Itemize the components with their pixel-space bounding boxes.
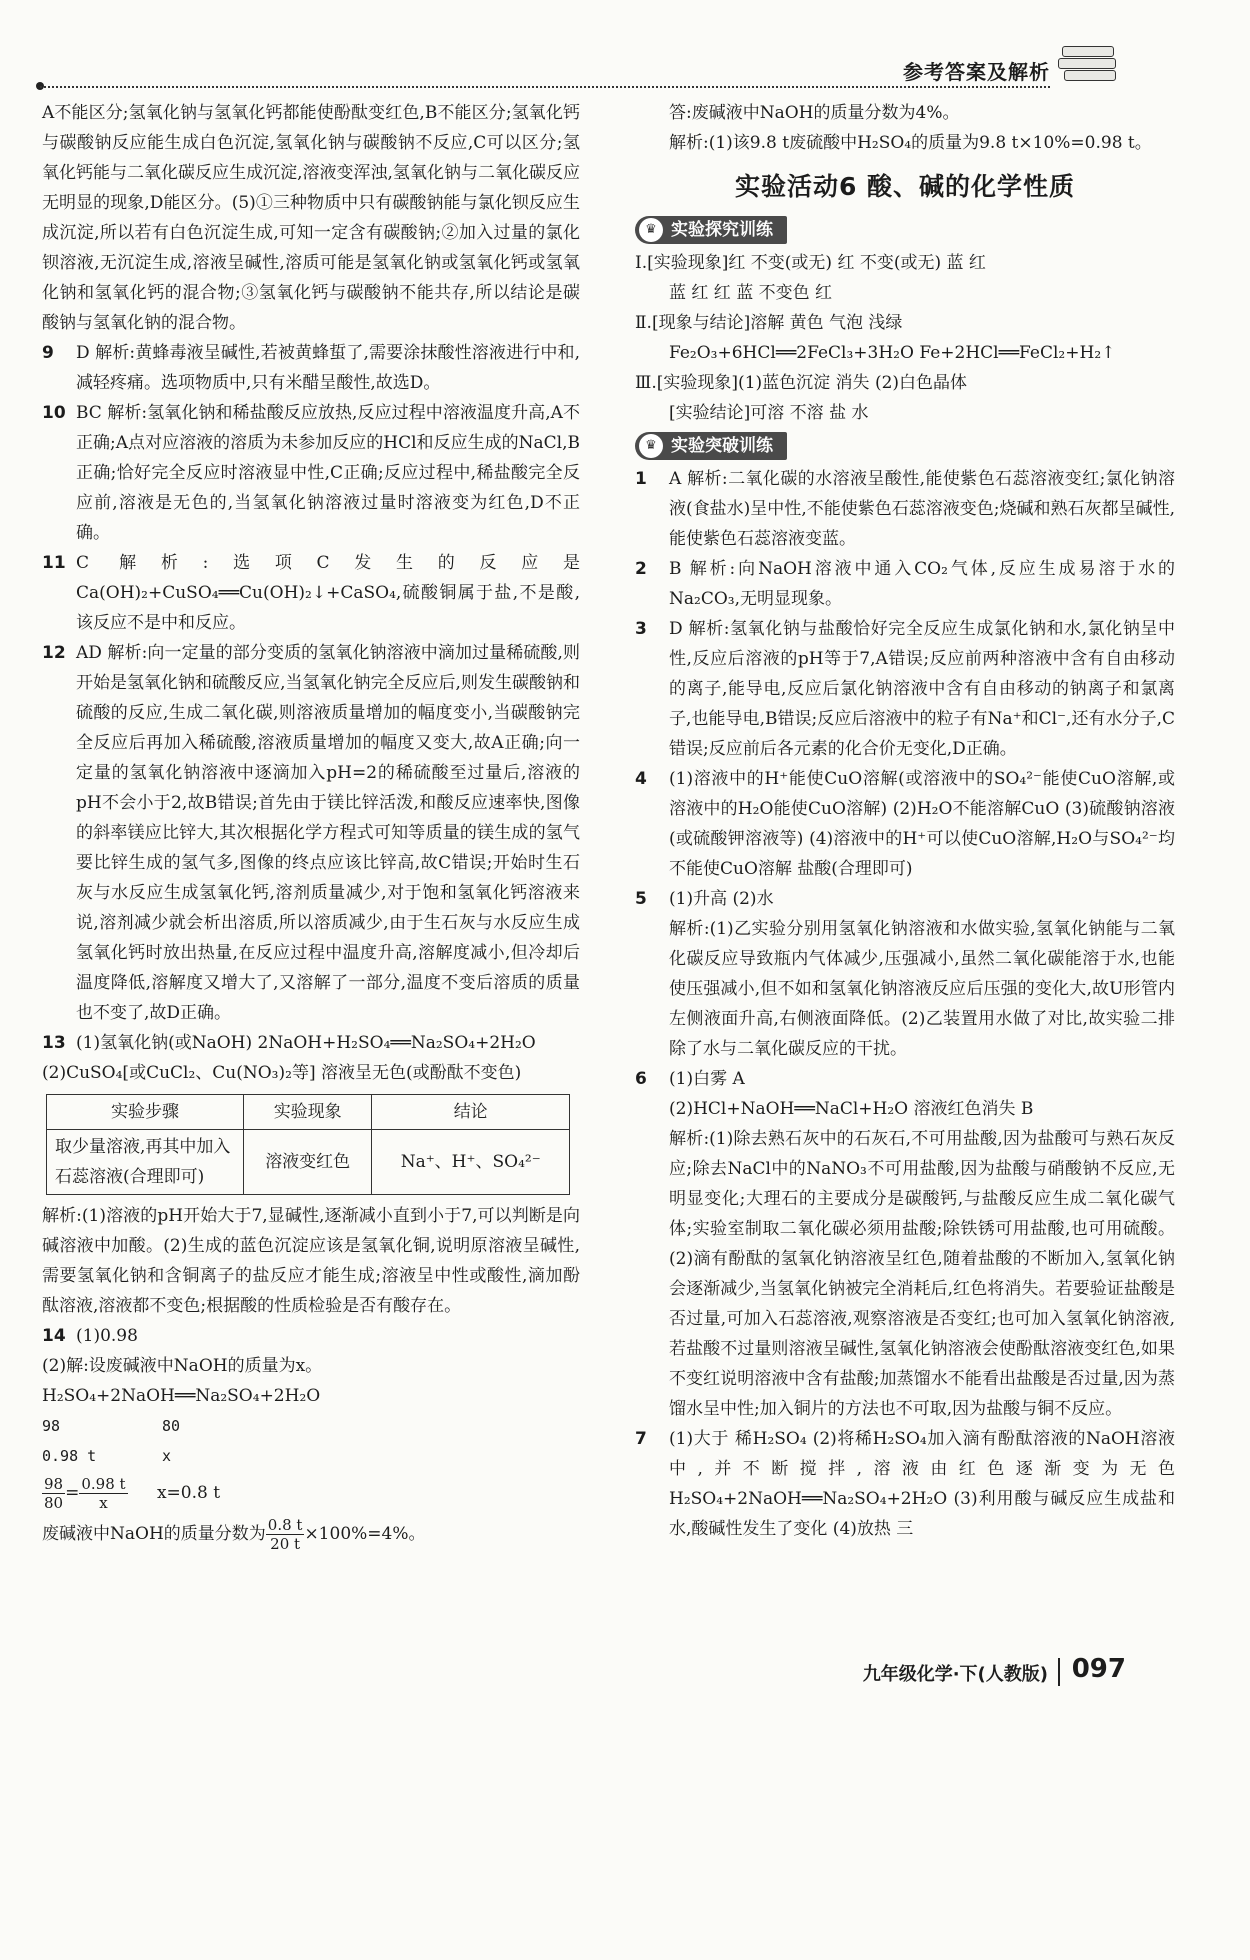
answer-9 xyxy=(42,338,580,398)
crown-icon: ♛ xyxy=(639,218,663,242)
fraction-numerator: 98 xyxy=(44,1475,64,1493)
answer-r3 xyxy=(635,614,1175,764)
part-iii: Ⅲ.[实验现象](1)蓝色沉淀 消失 (2)白色晶体 xyxy=(635,373,968,393)
percentage-text: 废碱液中NaOH的质量分数为 xyxy=(42,1524,266,1544)
page-footer xyxy=(636,1654,1136,1690)
answer-r4 xyxy=(635,764,1175,884)
answer-r7 xyxy=(635,1424,1175,1544)
part-iii-cont: [实验结论]可溶 不溶 盐 水 xyxy=(669,403,869,423)
answer-text: (1)氢氧化钠(或NaOH) 2NaOH+H₂SO₄══Na₂SO₄+2H₂O xyxy=(76,1033,536,1053)
table-header-cell: 实验现象 xyxy=(244,1095,372,1130)
crown-icon: ♛ xyxy=(639,434,663,458)
part-ii-equations: Fe₂O₃+6HCl══2FeCl₃+3H₂O Fe+2HCl══FeCl₂+H₂↑ xyxy=(669,343,1116,363)
header-title: 参考答案及解析 xyxy=(903,60,1050,84)
result: x=0.8 t xyxy=(156,1483,221,1503)
footer-label: 九年级化学·下(人教版) xyxy=(862,1664,1048,1685)
left-column xyxy=(42,98,580,1553)
part-i: Ⅰ.[实验现象]红 不变(或无) 红 不变(或无) 蓝 红 xyxy=(635,253,986,273)
answer-text: D 解析:黄蜂毒液呈碱性,若被黄蜂蜇了,需要涂抹酸性溶液进行中和,减轻疼痛。选项物质中,只有米醋呈酸性,故选D。 xyxy=(76,343,580,393)
answer-text: (1)0.98 xyxy=(76,1326,138,1346)
ratio-value: 98 xyxy=(42,1417,61,1435)
ratio-value: 80 xyxy=(162,1417,181,1435)
answer-text: AD 解析:向一定量的部分变质的氢氧化钠溶液中滴加过量稀硫酸,则开始是氢氧化钠和硫酸反应,当氢氧化钠完全反应后,则发生碳酸钠和硫酸的反应,生成二氧化碳,则溶液质量增加的幅度变小,当碳酸钠完全反应后再加入稀硫酸,溶液质量增加的幅度又变大,故A正确;向一定量的氢氧化钠溶液中逐滴加入pH=2的稀硫酸至过量后,溶液的pH不会小于2,故B错误;首先由于镁比锌活泼,和酸反应速率快,图像的斜率镁应比锌大,其次根据化学方程式可知等质量的镁生成的氢气要比锌生成的氢气多,图像的终点应该比锌高,故C错误;开始时生石灰与水反应生成氢氧化钙,溶剂质量减少,对于饱和氢氧化钙溶液来说,溶剂减少就会析出溶质,所以溶质减少,由于生石灰与水反应生成氢氧化钙时放出热量,在反应过程中温度升高,溶解度减小,但冷却后温度降低,溶解度又增大了,又溶解了一部分,温度不变后溶质的质量也不变了,故D正确。 xyxy=(76,643,580,1023)
table-header-cell: 实验步骤 xyxy=(47,1095,244,1130)
mass-value: 0.98 t xyxy=(42,1447,97,1465)
question-number: 2 xyxy=(635,559,647,579)
answer-text: BC 解析:氢氧化钠和稀盐酸反应放热,反应过程中溶液温度升高,A不正确;A点对应溶液的溶质为未参加反应的HCl和反应生成的NaCl,B正确;恰好完全反应时溶液显中性,C正确;反应过程中,稀盐酸完全反应前,溶液是无色的,当氢氧化钠溶液过量时溶液变为红色,D不正确。 xyxy=(76,403,580,543)
q8-continuation: A不能区分;氢氧化钠与氢氧化钙都能使酚酞变红色,B不能区分;氢氧化钙与碳酸钠反应能生成白色沉淀,氢氧化钠与碳酸钠不反应,C可以区分;氢氧化钙能与二氧化碳反应生成沉淀,溶液变浑浊,氢氧化钠与二氧化碳反应无明显的现象,D能区分。(5)①三种物质中只有碳酸钠能与氯化钡反应生成沉淀,所以若有白色沉淀生成,可知一定含有碳酸钠;②加入过量的氯化钡溶液,无沉淀生成,溶液呈碱性,溶质可能是氢氧化钠或氢氧化钙或氢氧化钠和氢氧化钙的混合物;③氢氧化钙与碳酸钠不能共存,所以结论是碳酸钠与氢氧化钠的混合物。 xyxy=(42,103,580,333)
badge-label: 实验探究训练 xyxy=(671,220,773,240)
percentage-row xyxy=(42,1516,580,1553)
answer-14-part1 xyxy=(42,1321,580,1351)
question-number: 5 xyxy=(635,889,647,909)
answer-r6-analysis: 解析:(1)除去熟石灰中的石灰石,不可用盐酸,因为盐酸可与熟石灰反应;除去NaCl中的NaNO₃不可用盐酸,因为盐酸与硝酸钠不反应,无明显变化;大理石的主要成分是碳酸钙,与盐酸反应生成二氧化碳气体;实验室制取二氧化碳必须用盐酸;除铁锈可用盐酸,也可用硫酸。(2)滴有酚酞的氢氧化钠溶液呈红色,随着盐酸的不断加入,氢氧化钠会逐渐减少,当氢氧化钠被完全消耗后,红色将消失。若要验证盐酸是否过量,可加入石蕊溶液,观察溶液是否变红;也可加入氢氧化钠溶液,若盐酸不过量则溶液呈碱性,氢氧化钠溶液会使酚酞溶液变红色,如果不变红说明溶液中含有盐酸;加蒸馏水不能看出盐酸是否过量,因为蒸馏水呈中性;加入铜片的方法也不可取,因为盐酸与铜不反应。 xyxy=(669,1129,1175,1419)
answer-text: (1)白雾 A xyxy=(669,1069,745,1089)
badge-label: 实验突破训练 xyxy=(671,436,773,456)
question-number: 10 xyxy=(42,403,66,423)
section-badge xyxy=(635,216,787,244)
footer-separator xyxy=(1058,1658,1060,1686)
fraction xyxy=(42,1475,65,1512)
answer-12 xyxy=(42,638,580,1028)
answer-r1 xyxy=(635,464,1175,554)
equation: H₂SO₄+2NaOH══Na₂SO₄+2H₂O xyxy=(42,1386,321,1406)
percentage-text: ×100%=4%。 xyxy=(304,1524,426,1544)
question-number: 9 xyxy=(42,343,54,363)
books-icon xyxy=(1056,42,1120,88)
mass-value-row xyxy=(42,1441,580,1471)
mass-value: x xyxy=(162,1447,172,1465)
question-number: 12 xyxy=(42,643,66,663)
question-number: 14 xyxy=(42,1326,66,1346)
answer-text: B 解析:向NaOH溶液中通入CO₂气体,反应生成易溶于水的Na₂CO₃,无明显现象。 xyxy=(669,559,1175,609)
fraction xyxy=(79,1475,127,1512)
answer-r5 xyxy=(635,884,1175,914)
answer-14-analysis: 解析:(1)该9.8 t废硫酸中H₂SO₄的质量为9.8 t×10%=0.98 t。 xyxy=(669,133,1152,153)
answer-14-conclusion: 答:废碱液中NaOH的质量分数为4%。 xyxy=(669,103,960,123)
answer-13-part2: (2)CuSO₄[或CuCl₂、Cu(NO₃)₂等] 溶液呈无色(或酚酞不变色) xyxy=(42,1063,522,1083)
fraction-numerator: 0.8 t xyxy=(267,1516,303,1534)
part-ii: Ⅱ.[现象与结论]溶解 黄色 气泡 浅绿 xyxy=(635,313,903,333)
proportion-row: $\frac{98}{80}$ = $\frac{0.98 t}{x}$ x=0.8 t xyxy=(44,1475,221,1512)
answer-13-analysis: 解析:(1)溶液的pH开始大于7,显碱性,逐渐减小直到小于7,可以判断是向碱溶液中加酸。(2)生成的蓝色沉淀应该是氢氧化铜,说明原溶液呈碱性,需要氢氧化钠和含铜离子的盐反应才能生成;溶液呈中性或酸性,滴加酚酞溶液,溶液都不变色;根据酸的性质检验是否有酸存在。 xyxy=(42,1206,580,1316)
part-i-cont: 蓝 红 红 蓝 不变色 红 xyxy=(669,283,833,303)
question-number: 7 xyxy=(635,1429,647,1449)
answer-text: (1)大于 稀H₂SO₄ (2)将稀H₂SO₄加入滴有酚酞溶液的NaOH溶液中,并不断搅拌,溶液由红色逐渐变为无色 H₂SO₄+2NaOH══Na₂SO₄+2H₂O (3)利用酸与碱反应生成盐和水,酸碱性发生了变化 (4)放热 三 xyxy=(669,1429,1175,1539)
fraction-denominator: 20 t xyxy=(270,1535,301,1553)
experiment-table xyxy=(46,1094,570,1195)
mass-ratio-row xyxy=(42,1411,580,1441)
answer-text: A 解析:二氧化碳的水溶液呈酸性,能使紫色石蕊溶液变红;氯化钠溶液(食盐水)呈中性,不能使紫色石蕊溶液变色;烧碱和熟石灰都呈碱性,能使紫色石蕊溶液变蓝。 xyxy=(669,469,1175,549)
answer-r6-part2: (2)HCl+NaOH══NaCl+H₂O 溶液红色消失 B xyxy=(669,1099,1034,1119)
answer-10 xyxy=(42,398,580,548)
table-cell: 溶液变红色 xyxy=(244,1130,372,1195)
page-header xyxy=(40,56,1150,94)
answer-text: (1)溶液中的H⁺能使CuO溶解(或溶液中的SO₄²⁻能使CuO溶解,或溶液中的H₂O能使CuO溶解) (2)H₂O不能溶解CuO (3)硫酸钠溶液(或硫酸钾溶液等) (4)溶液中的H⁺可以使CuO溶解,H₂O与SO₄²⁻均不能使CuO溶解 盐酸(合理即可) xyxy=(669,769,1175,879)
answer-r5-analysis: 解析:(1)乙实验分别用氢氧化钠溶液和水做实验,氢氧化钠能与二氧化碳反应导致瓶内气体减少,压强减小,虽然二氧化碳能溶于水,也能使压强减小,但不如和氢氧化钠溶液反应后压强的变化大,故U形管内左侧液面升高,右侧液面降低。(2)乙装置用水做了对比,故实验二排除了水与二氧化碳反应的干扰。 xyxy=(669,919,1175,1059)
table-cell: 取少量溶液,再其中加入石蕊溶液(合理即可) xyxy=(47,1130,244,1195)
answer-text: D 解析:氢氧化钠与盐酸恰好完全反应生成氯化钠和水,氯化钠呈中性,反应后溶液的pH等于7,A错误;反应前两种溶液中含有自由移动的离子,能导电,反应后氯化钠溶液中含有自由移动的钠离子和氯离子,也能导电,B错误;反应后溶液中的粒子有Na⁺和Cl⁻,还有水分子,C错误;反应前后各元素的化合价无变化,D正确。 xyxy=(669,619,1175,759)
right-column xyxy=(635,98,1175,1544)
answer-text: C 解析:选项C发生的反应是Ca(OH)₂+CuSO₄══Cu(OH)₂↓+CaSO₄,硫酸铜属于盐,不是酸,该反应不是中和反应。 xyxy=(76,553,580,633)
table-cell: Na⁺、H⁺、SO₄²⁻ xyxy=(372,1130,570,1195)
question-number: 3 xyxy=(635,619,647,639)
question-number: 11 xyxy=(42,553,66,573)
answer-14-part2: (2)解:设废碱液中NaOH的质量为x。 xyxy=(42,1356,323,1376)
section-badge xyxy=(635,432,787,460)
question-number: 4 xyxy=(635,769,647,789)
section-title: 实验活动6 酸、碱的化学性质 xyxy=(734,172,1076,201)
header-rule xyxy=(40,86,1050,88)
question-number: 13 xyxy=(42,1033,66,1053)
question-number: 1 xyxy=(635,469,647,489)
fraction xyxy=(266,1516,305,1553)
answer-text: (1)升高 (2)水 xyxy=(669,889,774,909)
answer-13-part1 xyxy=(42,1028,580,1058)
answer-r2 xyxy=(635,554,1175,614)
answer-11 xyxy=(42,548,580,638)
fraction-denominator: 80 xyxy=(44,1494,64,1512)
page-number: 097 xyxy=(1071,1654,1126,1684)
question-number: 6 xyxy=(635,1069,647,1089)
table-row xyxy=(47,1130,570,1195)
table-header-row xyxy=(47,1095,570,1130)
fraction-numerator: 0.98 t xyxy=(81,1475,126,1493)
answer-r6 xyxy=(635,1064,1175,1094)
table-header-cell: 结论 xyxy=(372,1095,570,1130)
fraction-denominator: x xyxy=(99,1494,108,1512)
